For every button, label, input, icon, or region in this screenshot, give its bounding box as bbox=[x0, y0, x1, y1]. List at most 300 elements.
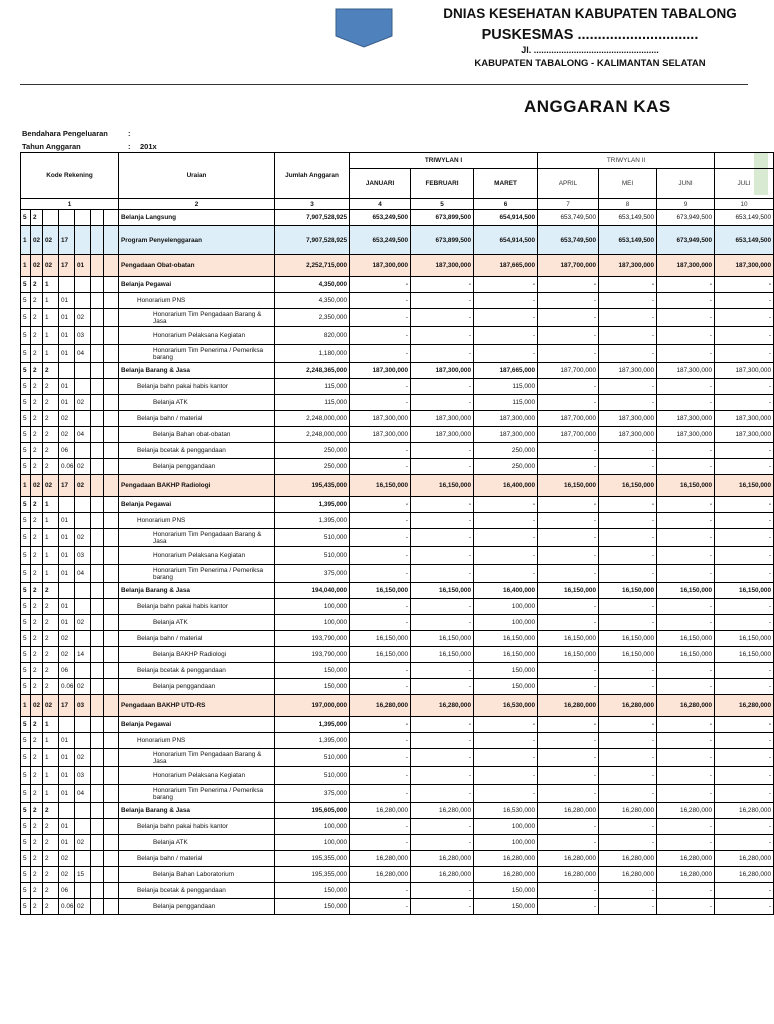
jumlah-cell: 2,252,715,000 bbox=[275, 255, 350, 277]
month-cell: 16,280,000 bbox=[411, 695, 474, 717]
table-row bbox=[21, 327, 774, 345]
kode-cell bbox=[91, 411, 104, 427]
kode-cell: 2 bbox=[43, 599, 59, 615]
kode-cell bbox=[75, 513, 91, 529]
kode-cell: 5 bbox=[21, 835, 31, 851]
kode-cell: 01 bbox=[59, 565, 75, 583]
month-cell: - bbox=[599, 899, 657, 915]
month-header: APRIL bbox=[538, 169, 599, 199]
kode-cell: 2 bbox=[43, 395, 59, 411]
month-cell: - bbox=[350, 615, 411, 631]
kode-cell bbox=[91, 583, 104, 599]
month-cell: 653,749,500 bbox=[538, 226, 599, 255]
uraian-cell: Honorarium PNS bbox=[119, 733, 275, 749]
uraian-cell: Honorarium PNS bbox=[119, 513, 275, 529]
kode-cell: 02 bbox=[75, 749, 91, 767]
month-cell: - bbox=[715, 679, 774, 695]
uraian-cell: Pengadaan BAKHP Radiologi bbox=[119, 475, 275, 497]
kode-cell bbox=[91, 395, 104, 411]
month-cell: 16,280,000 bbox=[538, 695, 599, 717]
month-cell: - bbox=[599, 293, 657, 309]
kode-cell: 17 bbox=[59, 226, 75, 255]
budget-table bbox=[20, 152, 774, 915]
month-cell: 187,300,000 bbox=[411, 255, 474, 277]
kode-cell: 02 bbox=[31, 255, 43, 277]
month-cell: - bbox=[715, 785, 774, 803]
kode-cell bbox=[91, 277, 104, 293]
month-cell: - bbox=[474, 785, 538, 803]
kode-cell: 2 bbox=[31, 851, 43, 867]
table-row bbox=[21, 459, 774, 475]
month-cell: - bbox=[715, 565, 774, 583]
kode-cell: 1 bbox=[43, 513, 59, 529]
kode-cell bbox=[91, 363, 104, 379]
month-cell: - bbox=[715, 599, 774, 615]
month-cell: 250,000 bbox=[474, 443, 538, 459]
colnum: 1 bbox=[21, 199, 119, 210]
month-cell: 16,150,000 bbox=[599, 475, 657, 497]
kode-cell: 2 bbox=[31, 867, 43, 883]
kode-cell bbox=[104, 309, 119, 327]
kode-cell: 02 bbox=[75, 529, 91, 547]
month-cell: - bbox=[411, 497, 474, 513]
month-cell: - bbox=[411, 309, 474, 327]
month-cell: 16,280,000 bbox=[599, 695, 657, 717]
kode-cell bbox=[75, 883, 91, 899]
kode-cell: 01 bbox=[59, 733, 75, 749]
month-cell: 187,300,000 bbox=[474, 427, 538, 443]
jumlah-cell: 115,000 bbox=[275, 395, 350, 411]
month-cell: - bbox=[715, 345, 774, 363]
month-cell: - bbox=[350, 529, 411, 547]
month-cell: 653,149,500 bbox=[599, 226, 657, 255]
month-cell: 16,150,000 bbox=[715, 583, 774, 599]
kode-cell bbox=[104, 851, 119, 867]
month-cell: - bbox=[657, 497, 715, 513]
kode-cell: 2 bbox=[43, 363, 59, 379]
colnum: 2 bbox=[119, 199, 275, 210]
kode-cell: 5 bbox=[21, 819, 31, 835]
kode-cell bbox=[104, 210, 119, 226]
colnum: 8 bbox=[599, 199, 657, 210]
uraian-cell: Belanja bcetak & penggandaan bbox=[119, 883, 275, 899]
month-cell: - bbox=[350, 345, 411, 363]
month-cell: - bbox=[538, 717, 599, 733]
table-row bbox=[21, 835, 774, 851]
month-cell: 16,150,000 bbox=[599, 647, 657, 663]
month-cell: - bbox=[538, 615, 599, 631]
month-cell: - bbox=[599, 785, 657, 803]
month-cell: - bbox=[599, 599, 657, 615]
month-cell: - bbox=[657, 835, 715, 851]
kode-cell bbox=[91, 255, 104, 277]
kode-cell bbox=[104, 529, 119, 547]
kode-cell bbox=[91, 475, 104, 497]
uraian-cell: Pengadaan BAKHP UTD-RS bbox=[119, 695, 275, 717]
kode-cell: 2 bbox=[31, 615, 43, 631]
month-cell: - bbox=[657, 899, 715, 915]
kode-cell: 1 bbox=[43, 733, 59, 749]
uraian-cell: Belanja Barang & Jasa bbox=[119, 583, 275, 599]
month-cell: - bbox=[715, 615, 774, 631]
month-cell: 187,300,000 bbox=[657, 411, 715, 427]
kode-cell: 5 bbox=[21, 679, 31, 695]
month-cell: - bbox=[411, 717, 474, 733]
month-cell: - bbox=[474, 529, 538, 547]
month-cell: 16,150,000 bbox=[657, 647, 715, 663]
month-cell: 187,300,000 bbox=[599, 255, 657, 277]
table-row bbox=[21, 819, 774, 835]
month-cell: - bbox=[411, 679, 474, 695]
kode-cell: 03 bbox=[75, 547, 91, 565]
month-cell: - bbox=[474, 733, 538, 749]
uraian-cell: Honorarium PNS bbox=[119, 293, 275, 309]
header-row-1 bbox=[21, 153, 774, 169]
kode-cell bbox=[91, 615, 104, 631]
month-cell: - bbox=[657, 459, 715, 475]
table-row bbox=[21, 547, 774, 565]
kode-cell: 2 bbox=[31, 459, 43, 475]
kode-cell: 2 bbox=[43, 427, 59, 443]
uraian-cell: Belanja ATK bbox=[119, 835, 275, 851]
uraian-cell: Belanja bahn / material bbox=[119, 631, 275, 647]
month-cell: 187,300,000 bbox=[350, 427, 411, 443]
month-cell: 187,300,000 bbox=[411, 411, 474, 427]
kode-cell: 2 bbox=[31, 631, 43, 647]
month-cell: - bbox=[538, 395, 599, 411]
kode-cell bbox=[104, 615, 119, 631]
kode-cell: 01 bbox=[59, 379, 75, 395]
kode-cell bbox=[91, 717, 104, 733]
kode-cell bbox=[104, 497, 119, 513]
month-cell: - bbox=[411, 277, 474, 293]
month-cell: - bbox=[411, 835, 474, 851]
kode-cell: 5 bbox=[21, 547, 31, 565]
jumlah-cell: 1,180,000 bbox=[275, 345, 350, 363]
month-cell: - bbox=[350, 899, 411, 915]
month-cell: - bbox=[474, 767, 538, 785]
kode-cell: 01 bbox=[59, 327, 75, 345]
month-cell: - bbox=[538, 513, 599, 529]
month-cell: - bbox=[350, 309, 411, 327]
kode-cell: 02 bbox=[43, 226, 59, 255]
kode-cell: 5 bbox=[21, 497, 31, 513]
kode-cell: 2 bbox=[43, 883, 59, 899]
uraian-cell: Belanja bahn pakai habis kantor bbox=[119, 819, 275, 835]
month-cell: 16,530,000 bbox=[474, 695, 538, 717]
month-cell: - bbox=[715, 883, 774, 899]
jumlah-cell: 195,355,000 bbox=[275, 867, 350, 883]
kode-cell: 2 bbox=[31, 733, 43, 749]
kode-cell bbox=[91, 497, 104, 513]
kode-cell: 1 bbox=[21, 695, 31, 717]
kode-cell bbox=[104, 647, 119, 663]
kode-cell: 5 bbox=[21, 785, 31, 803]
month-cell: - bbox=[411, 327, 474, 345]
month-cell: - bbox=[657, 749, 715, 767]
kode-cell: 02 bbox=[31, 695, 43, 717]
kode-cell: 01 bbox=[59, 529, 75, 547]
month-cell: 16,280,000 bbox=[538, 851, 599, 867]
kode-cell bbox=[75, 631, 91, 647]
kode-cell bbox=[59, 210, 75, 226]
month-cell: 16,280,000 bbox=[350, 851, 411, 867]
table-row bbox=[21, 379, 774, 395]
month-cell: - bbox=[411, 663, 474, 679]
month-cell: - bbox=[599, 749, 657, 767]
kode-cell bbox=[91, 529, 104, 547]
month-cell: - bbox=[350, 883, 411, 899]
month-cell: - bbox=[411, 819, 474, 835]
kode-cell: 1 bbox=[43, 345, 59, 363]
month-cell: - bbox=[715, 663, 774, 679]
kode-cell: 17 bbox=[59, 695, 75, 717]
kode-cell bbox=[104, 803, 119, 819]
tahun-label: Tahun Anggaran bbox=[22, 142, 81, 151]
table-row bbox=[21, 427, 774, 443]
month-cell: 16,530,000 bbox=[474, 803, 538, 819]
month-cell: 16,150,000 bbox=[538, 631, 599, 647]
month-cell: 187,300,000 bbox=[657, 363, 715, 379]
month-cell: - bbox=[657, 819, 715, 835]
kode-cell: 02 bbox=[59, 647, 75, 663]
month-cell: - bbox=[599, 565, 657, 583]
agency-name: DNIAS KESEHATAN KABUPATEN TABALONG bbox=[443, 6, 737, 21]
kode-cell bbox=[104, 565, 119, 583]
month-cell: - bbox=[599, 663, 657, 679]
kode-cell: 2 bbox=[31, 497, 43, 513]
uraian-cell: Honorarium Pelaksana Kegiatan bbox=[119, 327, 275, 345]
month-cell: - bbox=[657, 395, 715, 411]
jumlah-cell: 250,000 bbox=[275, 459, 350, 475]
month-cell: - bbox=[538, 679, 599, 695]
month-cell: - bbox=[657, 443, 715, 459]
month-cell: - bbox=[599, 327, 657, 345]
kode-cell bbox=[75, 733, 91, 749]
kode-cell: 2 bbox=[43, 867, 59, 883]
month-cell: 16,280,000 bbox=[657, 851, 715, 867]
kode-cell: 2 bbox=[31, 565, 43, 583]
kode-cell bbox=[104, 443, 119, 459]
kode-cell bbox=[75, 819, 91, 835]
kode-cell: 2 bbox=[43, 899, 59, 915]
kode-cell: 5 bbox=[21, 867, 31, 883]
tahun-colon: : bbox=[128, 142, 131, 151]
kode-cell: 04 bbox=[75, 565, 91, 583]
kode-cell bbox=[43, 210, 59, 226]
uraian-cell: Honorarium Tim Penerima / Pemeriksa barang bbox=[119, 785, 275, 803]
kode-cell bbox=[104, 867, 119, 883]
kode-cell bbox=[91, 733, 104, 749]
jumlah-cell: 115,000 bbox=[275, 379, 350, 395]
kode-cell bbox=[104, 835, 119, 851]
table-row bbox=[21, 309, 774, 327]
month-cell: 16,280,000 bbox=[411, 867, 474, 883]
month-cell: 16,280,000 bbox=[350, 867, 411, 883]
uraian-cell: Honorarium Pelaksana Kegiatan bbox=[119, 767, 275, 785]
kode-cell: 02 bbox=[75, 309, 91, 327]
kode-cell: 02 bbox=[75, 835, 91, 851]
kode-cell: 17 bbox=[59, 475, 75, 497]
table-row bbox=[21, 363, 774, 379]
kode-cell: 01 bbox=[59, 599, 75, 615]
table-row bbox=[21, 851, 774, 867]
month-cell: 16,150,000 bbox=[538, 475, 599, 497]
month-cell: 187,300,000 bbox=[715, 255, 774, 277]
month-cell: - bbox=[657, 565, 715, 583]
kode-cell: 1 bbox=[21, 475, 31, 497]
kode-cell bbox=[59, 717, 75, 733]
month-cell: - bbox=[715, 327, 774, 345]
header-triwulan-2: TRIWYLAN II bbox=[538, 153, 715, 169]
month-cell: 100,000 bbox=[474, 615, 538, 631]
month-cell: 100,000 bbox=[474, 819, 538, 835]
kode-cell: 5 bbox=[21, 899, 31, 915]
month-cell: - bbox=[657, 663, 715, 679]
uraian-cell: Belanja Langsung bbox=[119, 210, 275, 226]
month-cell: - bbox=[411, 767, 474, 785]
jumlah-cell: 194,040,000 bbox=[275, 583, 350, 599]
kode-cell: 1 bbox=[43, 293, 59, 309]
kode-cell: 04 bbox=[75, 345, 91, 363]
kode-cell: 5 bbox=[21, 443, 31, 459]
month-cell: - bbox=[599, 547, 657, 565]
month-cell: 16,150,000 bbox=[411, 631, 474, 647]
month-cell: 16,280,000 bbox=[657, 803, 715, 819]
header-triwulan-1: TRIWYLAN I bbox=[350, 153, 538, 169]
month-cell: 16,150,000 bbox=[350, 647, 411, 663]
kode-cell bbox=[104, 255, 119, 277]
month-cell: - bbox=[657, 883, 715, 899]
table-row bbox=[21, 679, 774, 695]
jumlah-cell: 1,395,000 bbox=[275, 717, 350, 733]
month-cell: 673,949,500 bbox=[657, 226, 715, 255]
month-cell: - bbox=[538, 529, 599, 547]
month-cell: 16,280,000 bbox=[350, 695, 411, 717]
kode-cell: 2 bbox=[31, 749, 43, 767]
jumlah-cell: 150,000 bbox=[275, 679, 350, 695]
kode-cell: 0.06 bbox=[59, 459, 75, 475]
kode-cell: 5 bbox=[21, 749, 31, 767]
month-cell: - bbox=[411, 529, 474, 547]
uraian-cell: Belanja penggandaan bbox=[119, 679, 275, 695]
month-cell: 654,914,500 bbox=[474, 210, 538, 226]
uraian-cell: Belanja Pegawai bbox=[119, 717, 275, 733]
month-cell: - bbox=[411, 615, 474, 631]
kode-cell: 1 bbox=[43, 277, 59, 293]
kode-cell: 01 bbox=[59, 767, 75, 785]
kode-cell: 02 bbox=[43, 475, 59, 497]
kode-cell: 2 bbox=[43, 379, 59, 395]
kode-cell: 5 bbox=[21, 395, 31, 411]
month-cell: 16,150,000 bbox=[411, 647, 474, 663]
table-row bbox=[21, 599, 774, 615]
month-cell: - bbox=[474, 345, 538, 363]
kode-cell bbox=[104, 695, 119, 717]
kode-cell: 5 bbox=[21, 309, 31, 327]
table-row bbox=[21, 615, 774, 631]
month-cell: - bbox=[350, 379, 411, 395]
month-cell: 653,749,500 bbox=[538, 210, 599, 226]
region-line: KABUPATEN TABALONG - KALIMANTAN SELATAN bbox=[474, 58, 706, 69]
uraian-cell: Program Penyelenggaraan bbox=[119, 226, 275, 255]
kode-cell: 5 bbox=[21, 733, 31, 749]
kode-cell bbox=[104, 363, 119, 379]
month-cell: 16,280,000 bbox=[350, 803, 411, 819]
address-line: Jl. .................................................. bbox=[521, 45, 659, 55]
kode-cell: 2 bbox=[31, 277, 43, 293]
kode-cell: 01 bbox=[75, 255, 91, 277]
month-cell: - bbox=[538, 749, 599, 767]
month-cell: 16,280,000 bbox=[411, 851, 474, 867]
kode-cell: 5 bbox=[21, 615, 31, 631]
month-cell: - bbox=[411, 547, 474, 565]
kode-cell bbox=[91, 293, 104, 309]
table-row bbox=[21, 631, 774, 647]
kode-cell: 02 bbox=[59, 867, 75, 883]
uraian-cell: Belanja bahn pakai habis kantor bbox=[119, 599, 275, 615]
month-cell: - bbox=[599, 277, 657, 293]
kode-cell: 03 bbox=[75, 767, 91, 785]
kode-cell bbox=[75, 379, 91, 395]
month-cell: - bbox=[538, 599, 599, 615]
month-cell: - bbox=[411, 293, 474, 309]
month-cell: - bbox=[350, 395, 411, 411]
month-cell: - bbox=[599, 459, 657, 475]
kode-cell bbox=[91, 599, 104, 615]
kode-cell bbox=[59, 583, 75, 599]
month-cell: 187,300,000 bbox=[411, 363, 474, 379]
kode-cell: 2 bbox=[43, 679, 59, 695]
kode-cell: 2 bbox=[43, 819, 59, 835]
month-cell: - bbox=[411, 883, 474, 899]
month-cell: - bbox=[538, 293, 599, 309]
kode-cell bbox=[91, 803, 104, 819]
kode-cell: 5 bbox=[21, 277, 31, 293]
kode-cell: 2 bbox=[43, 803, 59, 819]
month-cell: - bbox=[350, 277, 411, 293]
kode-cell: 03 bbox=[75, 695, 91, 717]
kode-cell: 2 bbox=[31, 785, 43, 803]
kode-cell: 5 bbox=[21, 327, 31, 345]
month-cell: - bbox=[350, 835, 411, 851]
kode-cell: 02 bbox=[75, 615, 91, 631]
table-row bbox=[21, 210, 774, 226]
month-cell: - bbox=[657, 277, 715, 293]
month-header: FEBRUARI bbox=[411, 169, 474, 199]
month-cell: - bbox=[350, 497, 411, 513]
table-row bbox=[21, 767, 774, 785]
colnum: 4 bbox=[350, 199, 411, 210]
month-cell: 187,300,000 bbox=[657, 255, 715, 277]
kode-cell bbox=[75, 583, 91, 599]
kode-cell: 1 bbox=[43, 529, 59, 547]
month-cell: - bbox=[657, 327, 715, 345]
kode-cell: 01 bbox=[59, 547, 75, 565]
kode-cell: 02 bbox=[31, 475, 43, 497]
month-cell: 16,150,000 bbox=[538, 583, 599, 599]
uraian-cell: Belanja bahn / material bbox=[119, 411, 275, 427]
month-cell: 16,400,000 bbox=[474, 475, 538, 497]
kode-cell bbox=[91, 767, 104, 785]
kode-cell bbox=[104, 785, 119, 803]
kode-cell: 2 bbox=[31, 663, 43, 679]
table-row bbox=[21, 277, 774, 293]
kode-cell bbox=[75, 663, 91, 679]
month-cell: - bbox=[657, 513, 715, 529]
kode-cell bbox=[75, 210, 91, 226]
kode-cell bbox=[75, 293, 91, 309]
